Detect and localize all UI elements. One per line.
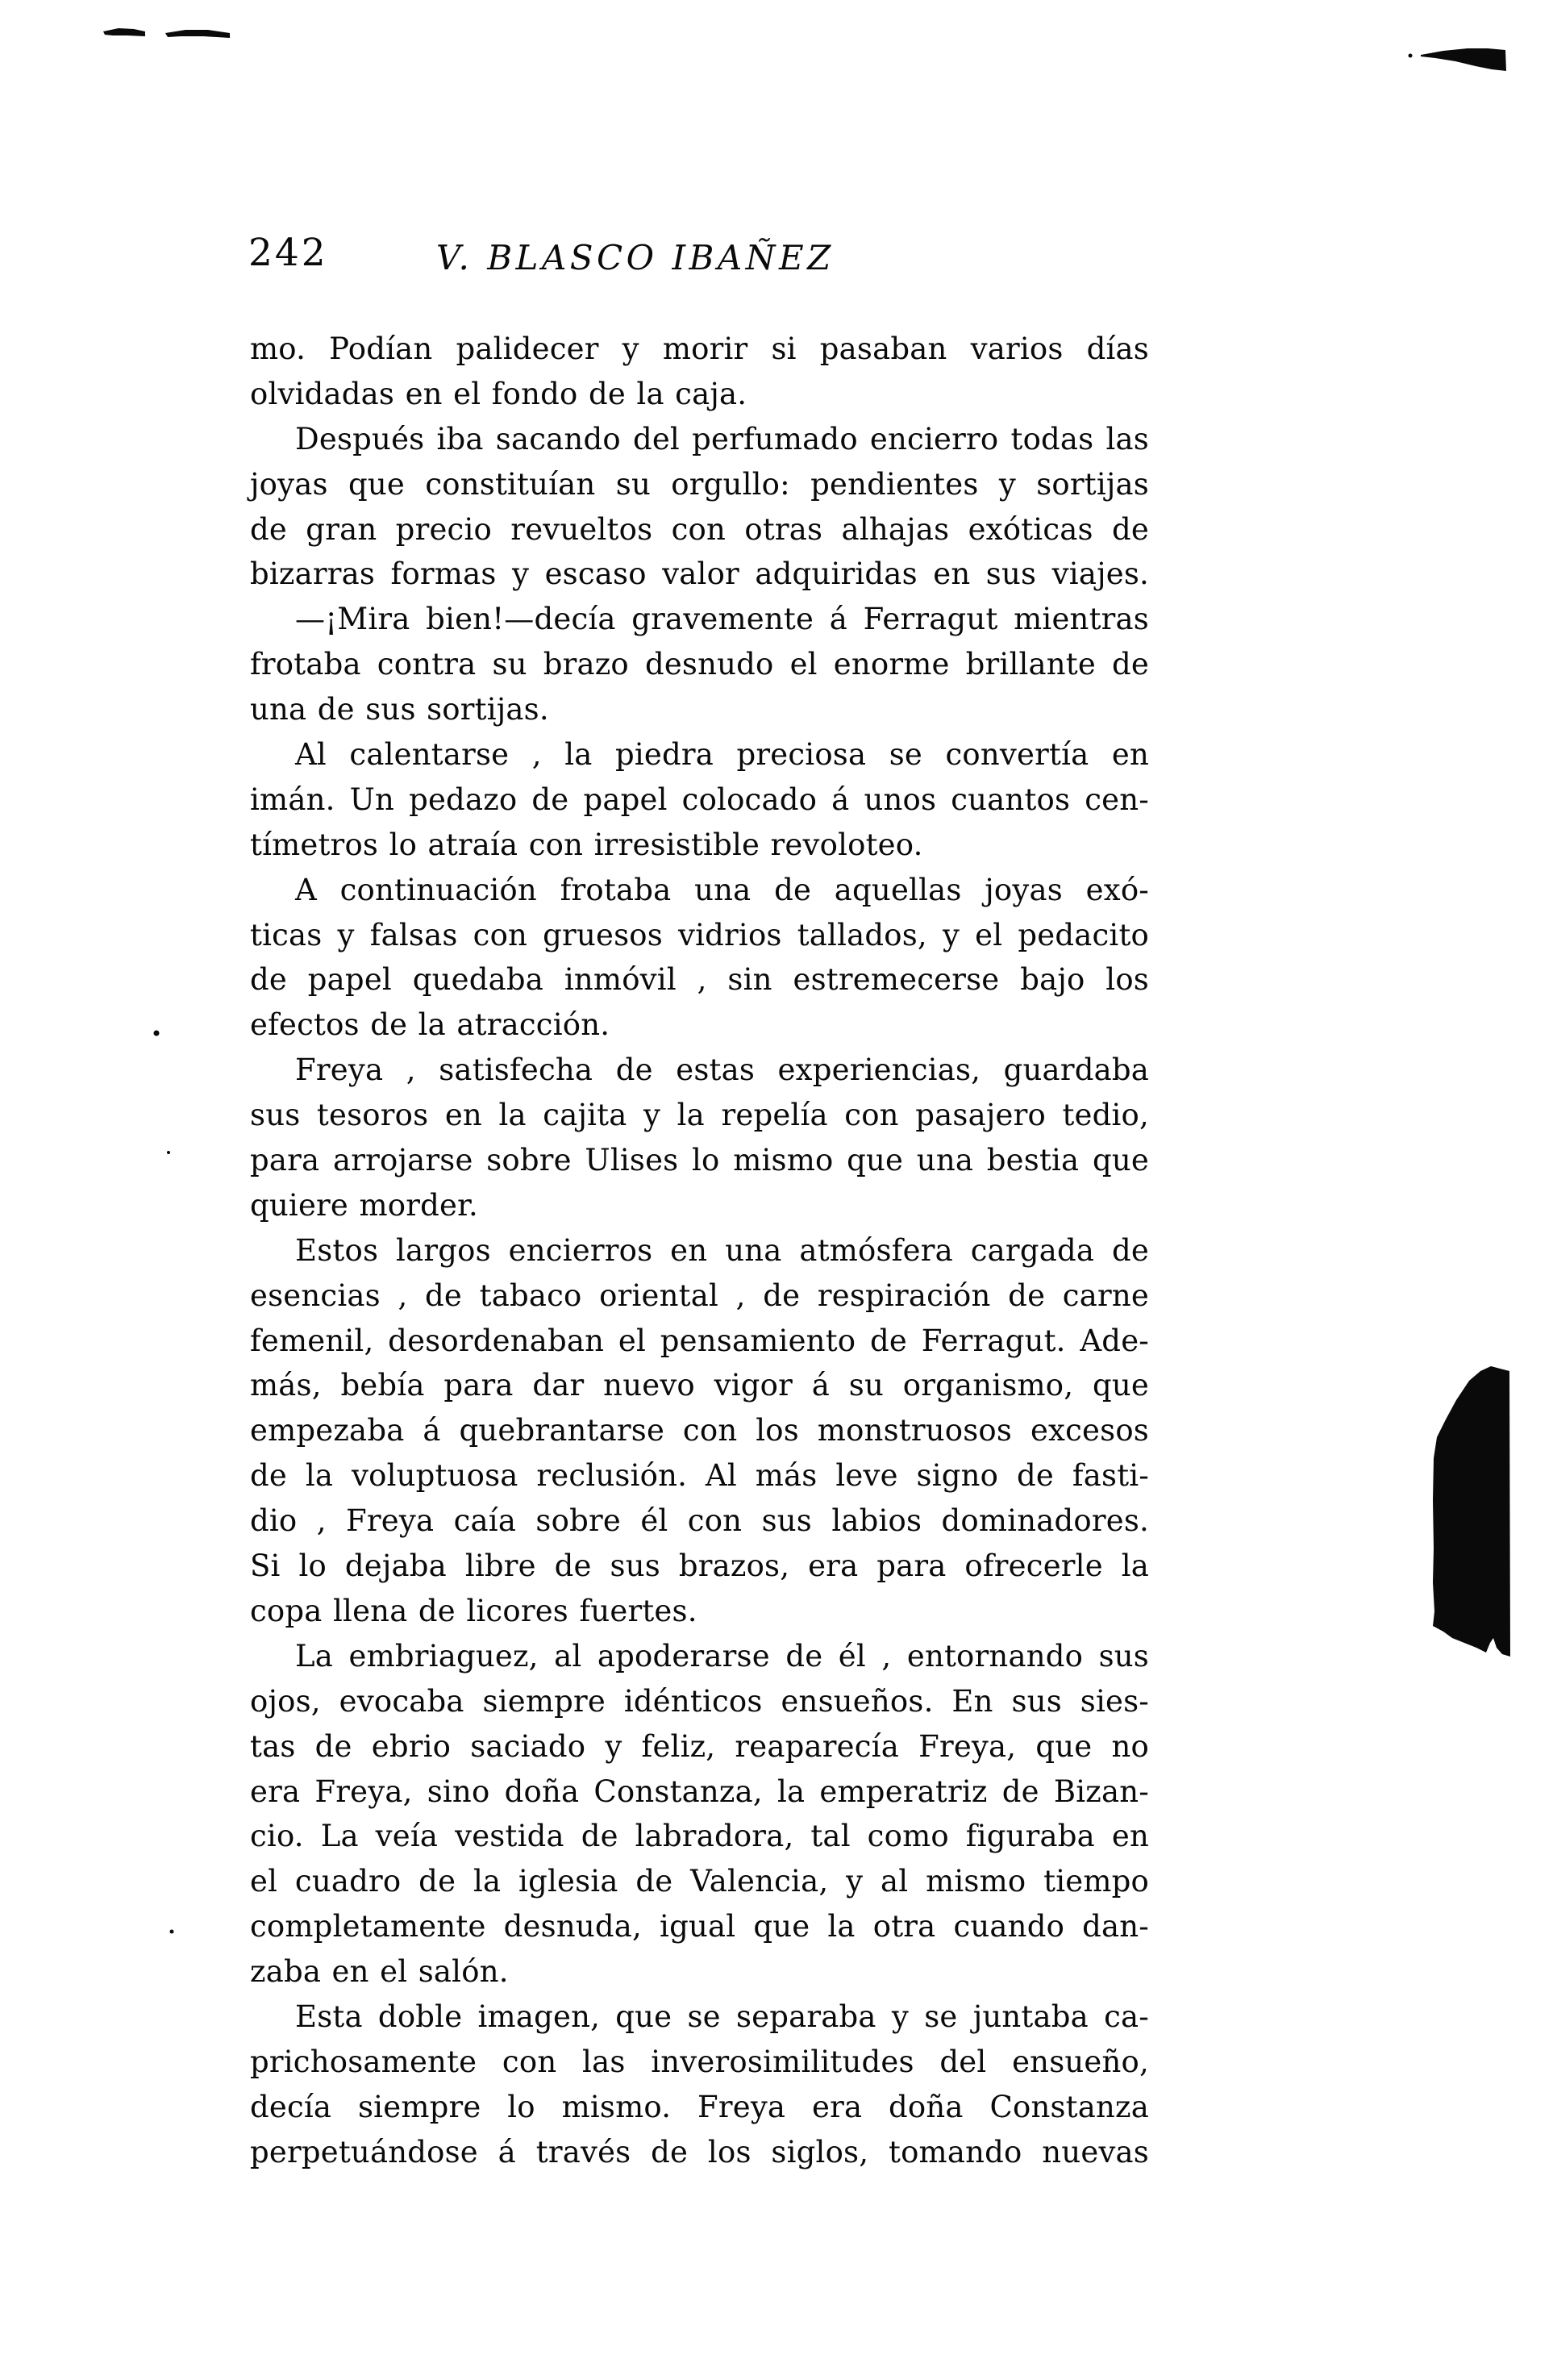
text-line: zaba en el salón. (250, 1954, 509, 1990)
running-title: V. BLASCO IBAÑEZ (436, 238, 835, 277)
speck (170, 1930, 174, 1934)
speck (154, 1031, 160, 1036)
text-line: para arrojarse sobre Ulises lo mismo que una bestia que (250, 1143, 1149, 1178)
text-line: de papel quedaba inmóvil , sin estremecerse bajo los (250, 962, 1149, 998)
text-line: era Freya, sino doña Constanza, la emperatriz de Bizan- (250, 1774, 1149, 1809)
text-line: prichosamente con las inverosimilitudes del ensueño, (250, 2044, 1149, 2079)
text-line: copa llena de licores fuertes. (250, 1593, 697, 1628)
text-line: ojos, evocaba siempre idénticos ensueños. En sus sies- (250, 1683, 1149, 1719)
text-line: Estos largos encierros en una atmósfera cargada de (295, 1232, 1149, 1268)
text-line: el cuadro de la iglesia de Valencia, y al mismo tiempo (250, 1864, 1149, 1899)
text-line: sus tesoros en la cajita y la repelía con pasajero tedio, (250, 1098, 1149, 1133)
text-line: femenil, desordenaban el pensamiento de Ferragut. Ade- (250, 1323, 1149, 1358)
text-line: tímetros lo atraía con irresistible revoloteo. (250, 827, 923, 862)
text-line: bizarras formas y escaso valor adquiridas en sus viajes. (250, 556, 1149, 592)
text-line: completamente desnuda, igual que la otra cuando dan- (250, 1909, 1149, 1944)
text-line: quiere morder. (250, 1187, 478, 1223)
text-line: cio. La veía vestida de labradora, tal como figuraba en (250, 1819, 1149, 1854)
ink-streak (1421, 48, 1506, 71)
text-line: —¡Mira bien!—decía gravemente á Ferragut mientras (295, 602, 1149, 637)
text-line: imán. Un pedazo de papel colocado á unos cuantos cen- (250, 782, 1149, 817)
text-line: Freya , satisfecha de estas experiencias, guardaba (295, 1052, 1149, 1088)
text-line: empezaba á quebrantarse con los monstruosos excesos (250, 1413, 1149, 1448)
text-line: Después iba sacando del perfumado encierro todas las (295, 421, 1149, 456)
text-line: esencias , de tabaco oriental , de respiración de carne (250, 1278, 1149, 1313)
text-line: dio , Freya caía sobre él con sus labios dominadores. (250, 1503, 1149, 1539)
text-line: efectos de la atracción. (250, 1007, 610, 1043)
text-line: tas de ebrio saciado y feliz, reaparecía Freya, que no (250, 1728, 1149, 1764)
text-line: de gran precio revueltos con otras alhajas exóticas de (250, 511, 1149, 547)
text-line: de la voluptuosa reclusión. Al más leve signo de fasti- (250, 1458, 1149, 1494)
text-line: más, bebía para dar nuevo vigor á su organismo, que (250, 1368, 1149, 1403)
text-line: A continuación frotaba una de aquellas joyas exó- (295, 872, 1149, 907)
pencil-mark (103, 28, 145, 36)
text-line: Esta doble imagen, que se separaba y se juntaba ca- (295, 1999, 1149, 2034)
ink-blot (1433, 1366, 1510, 1657)
text-line: Al calentarse , la piedra preciosa se convertía en (295, 737, 1149, 773)
text-line: perpetuándose á través de los siglos, tomando nuevas (250, 2134, 1149, 2170)
pencil-mark (165, 30, 230, 38)
text-line: ticas y falsas con gruesos vidrios tallados, y el pedacito (250, 917, 1149, 952)
text-block (250, 327, 1149, 2175)
text-line: olvidadas en el fondo de la caja. (250, 376, 747, 411)
text-line: joyas que constituían su orgullo: pendientes y sortijas (250, 466, 1149, 502)
text-line: una de sus sortijas. (250, 692, 549, 727)
text-line: frotaba contra su brazo desnudo el enorme brillante de (250, 647, 1149, 682)
speck (1409, 54, 1413, 58)
page-number: 242 (248, 231, 328, 275)
text-line: Si lo dejaba libre de sus brazos, era para ofrecerle la (250, 1548, 1149, 1584)
text-line: mo. Podían palidecer y morir si pasaban varios días (250, 331, 1149, 366)
text-line: decía siempre lo mismo. Freya era doña Constanza (250, 2089, 1149, 2124)
speck (167, 1151, 170, 1154)
text-line: La embriaguez, al apoderarse de él , entornando sus (295, 1638, 1149, 1674)
